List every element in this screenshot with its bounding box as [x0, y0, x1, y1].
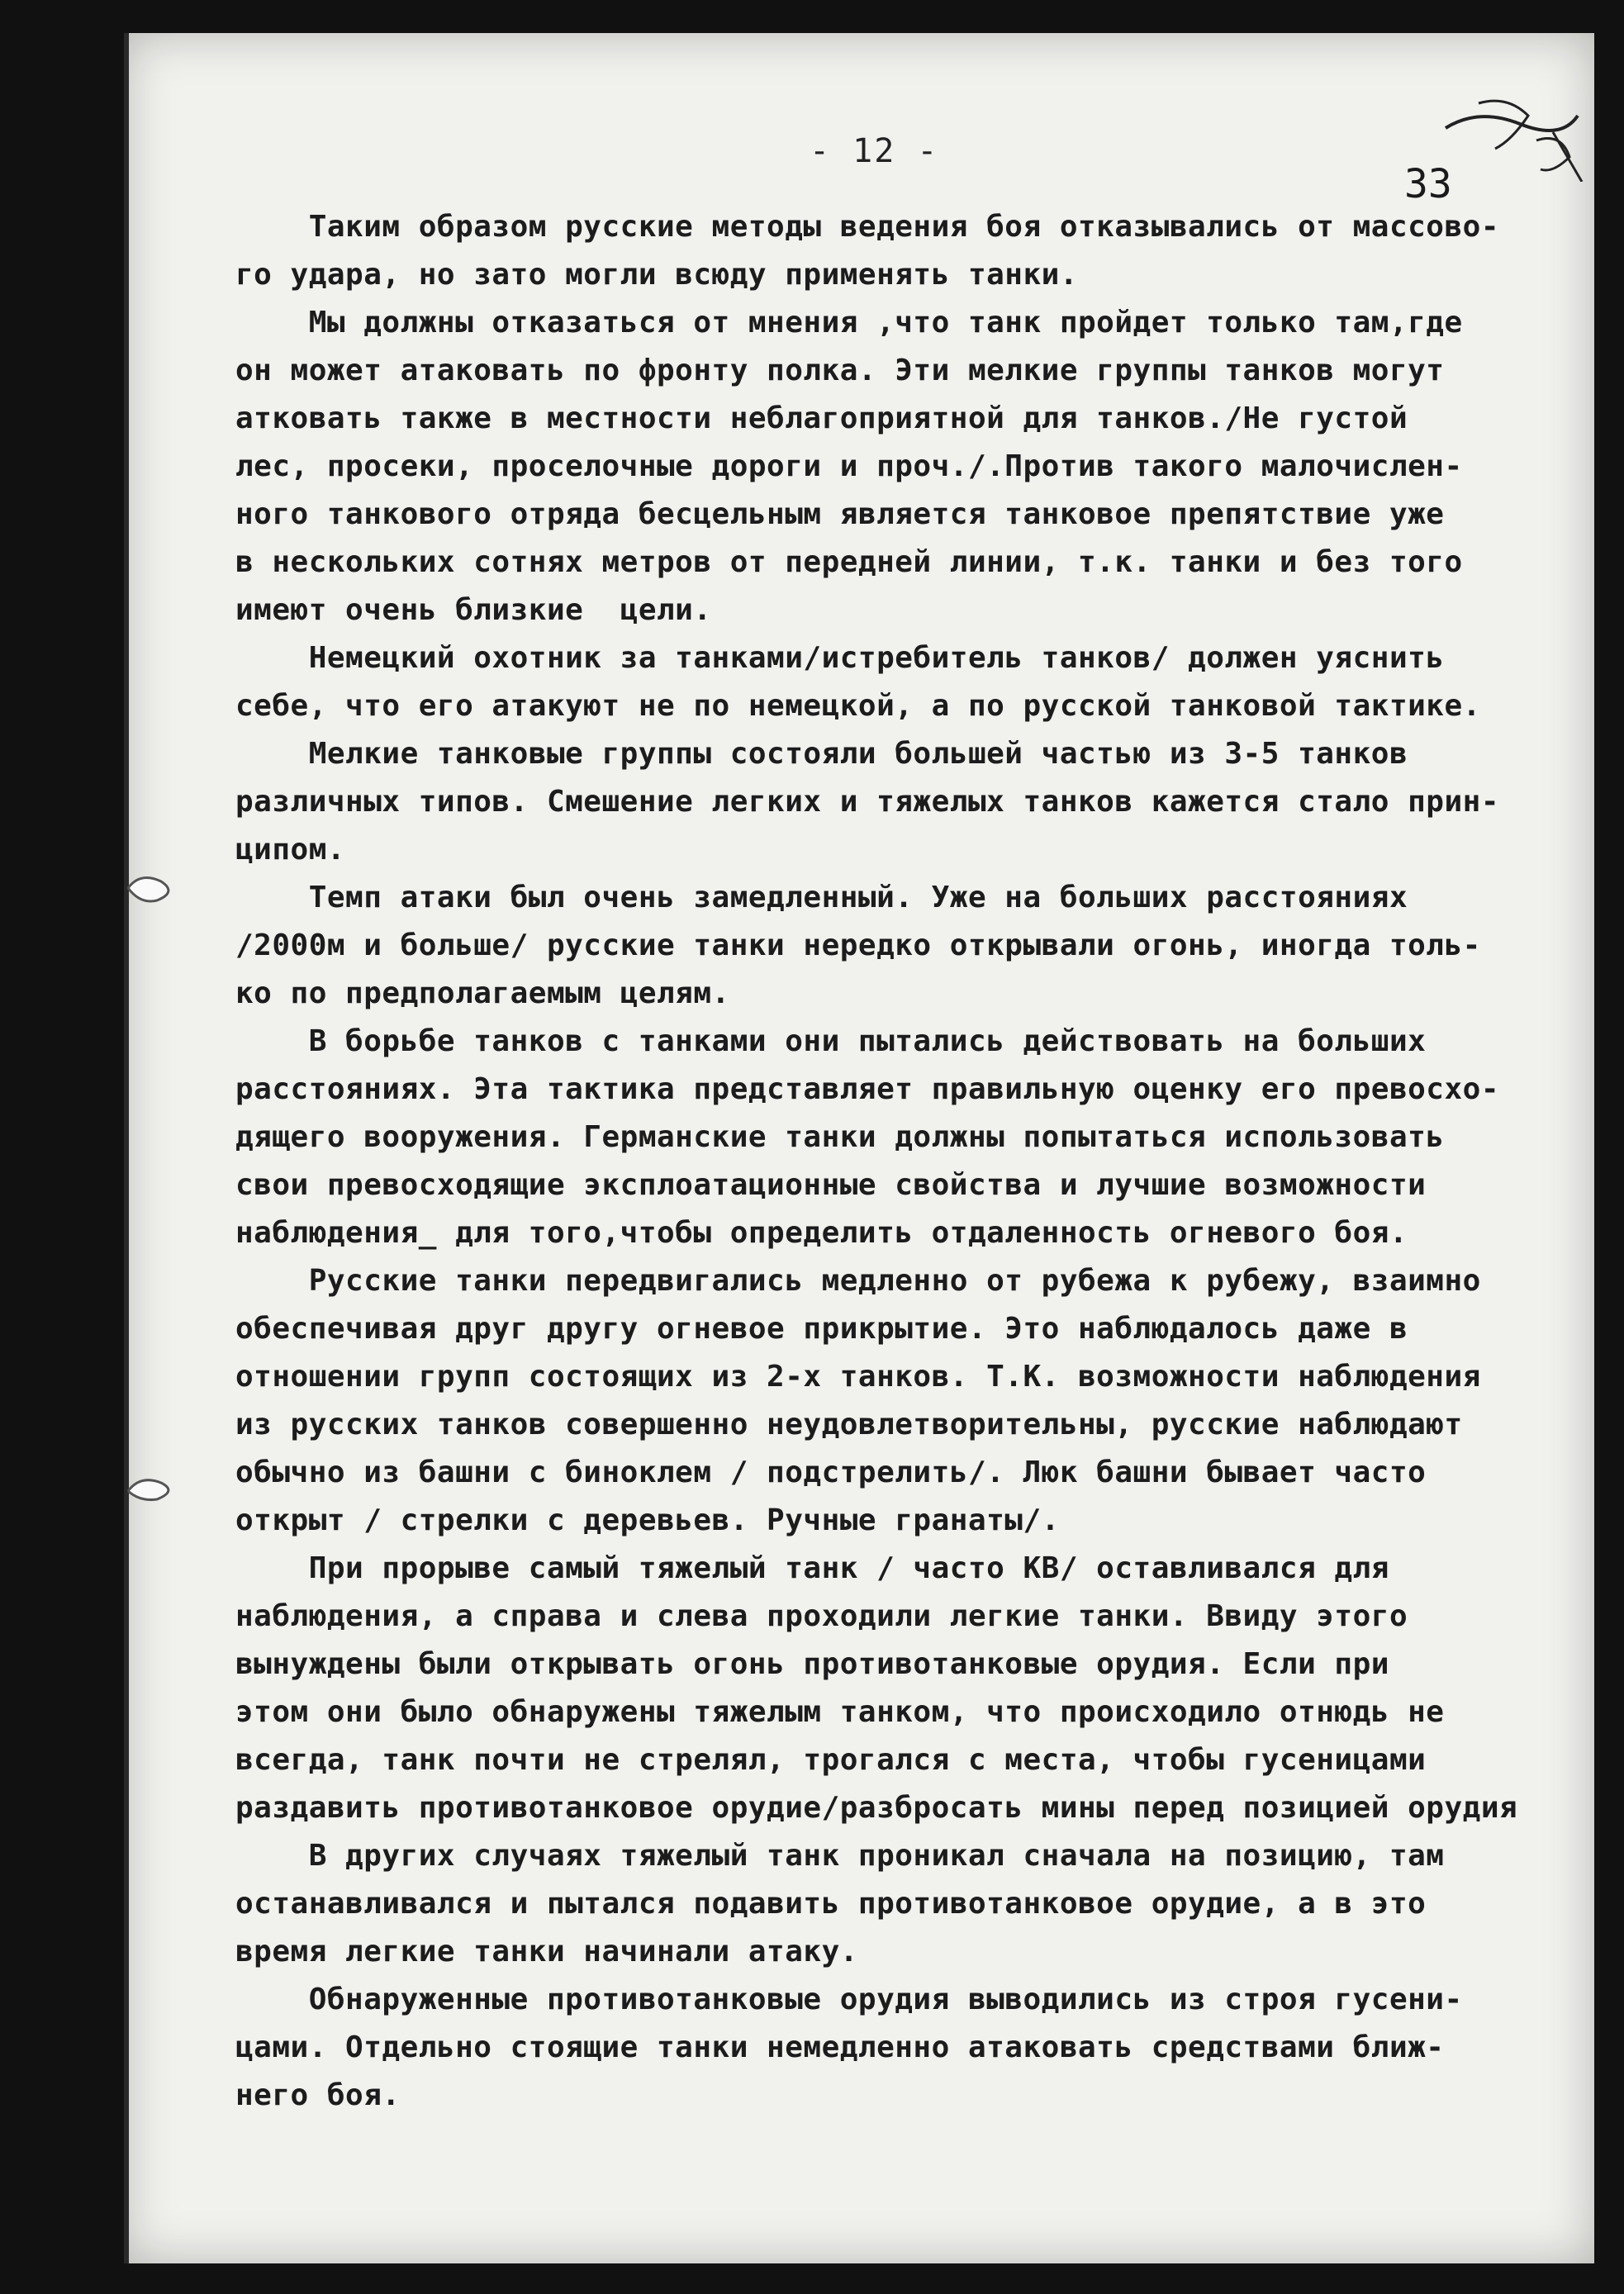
crossed-out-archive-mark-icon	[1429, 91, 1586, 182]
text-line: При прорыве самый тяжелый танк / часто КВ/ оставливался для	[235, 1551, 1389, 1585]
text-line: открыт / стрелки с деревьев. Ручные гранаты/.	[235, 1503, 1060, 1537]
text-line: лес, просеки, проселочные дороги и проч./.Против такого малочислен-	[235, 449, 1463, 483]
text-line: дящего вооружения. Германские танки должны попытаться использовать	[235, 1120, 1445, 1154]
text-line: го удара, но зато могли всюду применять танки.	[235, 258, 1078, 292]
text-line: свои превосходящие эксплоатационные свойства и лучшие возможности	[235, 1168, 1427, 1202]
punch-hole-mark-icon	[124, 872, 182, 905]
text-line: останавливался и пытался подавить противотанковое орудие, а в это	[235, 1887, 1427, 1921]
text-line: ципом.	[235, 833, 346, 867]
text-line: имеют очень близкие цели.	[235, 593, 712, 627]
text-line: время легкие танки начинали атаку.	[235, 1935, 858, 1969]
text-line: раздавить противотанковое орудие/разбросать мины перед позицией орудия	[235, 1791, 1518, 1825]
text-line: всегда, танк почти не стрелял, трогался с места, чтобы гусеницами	[235, 1743, 1427, 1777]
text-line: обычно из башни с биноклем / подстрелить/. Люк башни бывает часто	[235, 1456, 1427, 1489]
text-line: в нескольких сотнях метров от передней линии, т.к. танки и без того	[235, 545, 1463, 579]
text-line: атковать также в местности неблагоприятной для танков./Не густой	[235, 401, 1408, 435]
text-line: наблюдения_ для того,чтобы определить отдаленность огневого боя.	[235, 1216, 1408, 1250]
text-line: ного танкового отряда бесцельным является танковое препятствие уже	[235, 497, 1445, 531]
text-line: расстояниях. Эта тактика представляет правильную оценку его превосхо-	[235, 1072, 1499, 1106]
text-line: цами. Отдельно стоящие танки немедленно атаковать средствами ближ-	[235, 2030, 1445, 2064]
text-line: этом они было обнаружены тяжелым танком, что происходило отнюдь не	[235, 1695, 1445, 1729]
text-line: из русских танков совершенно неудовлетворительны, русские наблюдают	[235, 1408, 1463, 1441]
text-line: Мы должны отказаться от мнения ,что танк пройдет только там,где	[235, 306, 1463, 340]
text-line: себе, что его атакуют не по немецкой, а по русской танковой тактике.	[235, 689, 1481, 723]
text-line: различных типов. Смешение легких и тяжелых танков кажется стало прин-	[235, 785, 1499, 819]
text-line: Мелкие танковые группы состояли большей частью из 3-5 танков	[235, 737, 1408, 771]
page-edge-shadow	[124, 33, 129, 2263]
text-line: ко по предполагаемым целям.	[235, 976, 730, 1010]
text-line: В других случаях тяжелый танк проникал сначала на позицию, там	[235, 1839, 1445, 1873]
text-line: Немецкий охотник за танками/истребитель танков/ должен уяснить	[235, 641, 1445, 675]
text-line: него боя.	[235, 2078, 401, 2112]
text-line: /2000м и больше/ русские танки нередко открывали огонь, иногда толь-	[235, 929, 1481, 962]
text-line: обеспечивая друг другу огневое прикрытие. Это наблюдалось даже в	[235, 1312, 1408, 1346]
archive-sheet-number: 33	[1404, 161, 1452, 207]
text-line: Обнаруженные противотанковые орудия выводились из строя гусени-	[235, 1983, 1463, 2016]
punch-hole-mark-icon	[124, 1470, 182, 1503]
text-line: вынуждены были открывать огонь противотанковые орудия. Если при	[235, 1647, 1389, 1681]
page-number: - 12 -	[810, 132, 939, 170]
text-line: Таким образом русские методы ведения боя отказывались от массово-	[235, 210, 1499, 244]
text-line: В борьбе танков с танками они пытались действовать на больших	[235, 1024, 1427, 1058]
text-line: наблюдения, а справа и слева проходили легкие танки. Ввиду этого	[235, 1599, 1408, 1633]
text-line: отношении групп состоящих из 2-х танков. Т.К. возможности наблюдения	[235, 1360, 1481, 1394]
text-line: он может атаковать по фронту полка. Эти мелкие группы танков могут	[235, 354, 1445, 387]
text-line: Темп атаки был очень замедленный. Уже на больших расстояниях	[235, 881, 1408, 914]
text-line: Русские танки передвигались медленно от рубежа к рубежу, взаимно	[235, 1264, 1481, 1298]
